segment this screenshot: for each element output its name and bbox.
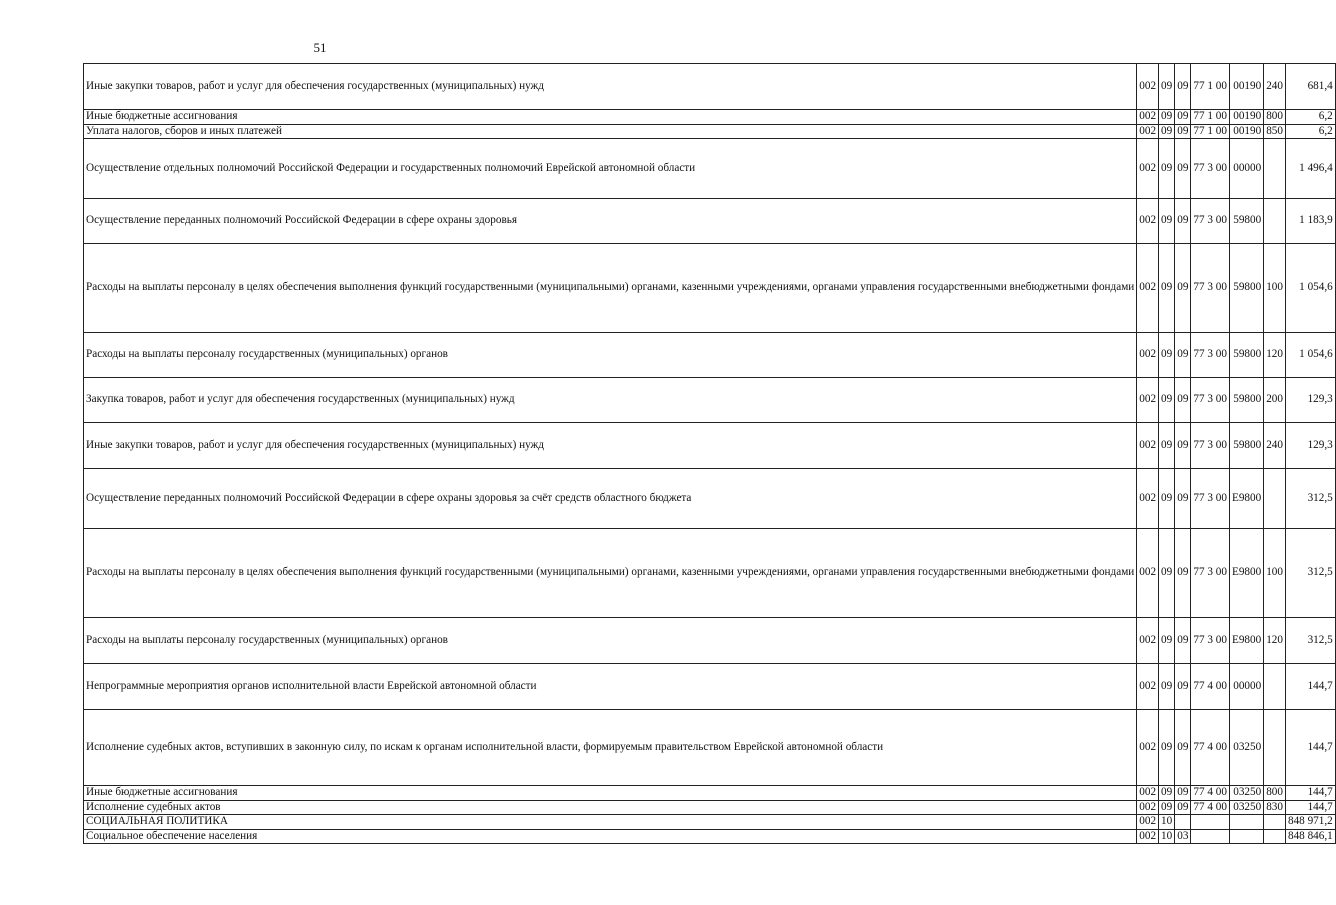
amount-cell: 1 183,9 xyxy=(1285,199,1335,244)
subsection-code-cell: 09 xyxy=(1175,618,1191,664)
program-code-cell: 77 4 00 xyxy=(1191,786,1230,801)
amount-cell: 6,2 xyxy=(1285,110,1335,125)
row-name-cell: СОЦИАЛЬНАЯ ПОЛИТИКА xyxy=(84,815,1137,830)
program-code-cell: 77 3 00 xyxy=(1191,378,1230,423)
direction-code-cell: 59800 xyxy=(1229,199,1263,244)
section-code-cell: 09 xyxy=(1159,378,1175,423)
program-code-cell: 77 4 00 xyxy=(1191,710,1230,786)
section-code-cell: 09 xyxy=(1159,786,1175,801)
row-name-cell: Иные бюджетные ассигнования xyxy=(84,110,1137,125)
subsection-code-cell: 09 xyxy=(1175,529,1191,618)
amount-cell: 312,5 xyxy=(1285,469,1335,529)
direction-code-cell: 00190 xyxy=(1229,124,1263,139)
direction-code-cell: 00190 xyxy=(1229,64,1263,110)
direction-code-cell: 59800 xyxy=(1229,378,1263,423)
direction-code-cell: E9800 xyxy=(1229,529,1263,618)
row-name-cell: Исполнение судебных актов, вступивших в законную силу, по искам к органам исполнительной власти, формируемым правительством Еврейской автономной области xyxy=(84,710,1137,786)
ved-code-cell: 002 xyxy=(1137,199,1159,244)
table-row xyxy=(84,199,1336,244)
table-row xyxy=(84,710,1336,786)
subsection-code-cell xyxy=(1175,815,1191,830)
ved-code-cell: 002 xyxy=(1137,815,1159,830)
direction-code-cell: 59800 xyxy=(1229,423,1263,469)
direction-code-cell: 00190 xyxy=(1229,110,1263,125)
program-code-cell xyxy=(1191,815,1230,830)
row-name-cell: Исполнение судебных актов xyxy=(84,800,1137,815)
section-code-cell: 09 xyxy=(1159,139,1175,199)
row-name-cell: Расходы на выплаты персоналу в целях обеспечения выполнения функций государственными (муниципальными) органами, казенными учреждениями, органами управления государственными внебюджетными фондами xyxy=(84,244,1137,333)
ved-code-cell: 002 xyxy=(1137,618,1159,664)
expense-type-cell xyxy=(1264,469,1286,529)
direction-code-cell: 03250 xyxy=(1229,800,1263,815)
subsection-code-cell: 09 xyxy=(1175,124,1191,139)
program-code-cell: 77 4 00 xyxy=(1191,800,1230,815)
row-name-cell: Иные закупки товаров, работ и услуг для обеспечения государственных (муниципальных) нужд xyxy=(84,64,1137,110)
table-row xyxy=(84,333,1336,378)
row-name-cell: Непрограммные мероприятия органов исполнительной власти Еврейской автономной области xyxy=(84,664,1137,710)
table-row xyxy=(84,124,1336,139)
expense-type-cell: 800 xyxy=(1264,110,1286,125)
budget-table xyxy=(83,63,1336,844)
ved-code-cell: 002 xyxy=(1137,64,1159,110)
section-code-cell: 10 xyxy=(1159,829,1175,844)
table-row xyxy=(84,64,1336,110)
table-row xyxy=(84,786,1336,801)
direction-code-cell: 00000 xyxy=(1229,139,1263,199)
section-code-cell: 09 xyxy=(1159,110,1175,125)
row-name-cell: Осуществление отдельных полномочий Российской Федерации и государственных полномочий Еврейской автономной области xyxy=(84,139,1137,199)
amount-cell: 1 054,6 xyxy=(1285,333,1335,378)
ved-code-cell: 002 xyxy=(1137,786,1159,801)
amount-cell: 129,3 xyxy=(1285,378,1335,423)
expense-type-cell: 100 xyxy=(1264,244,1286,333)
ved-code-cell: 002 xyxy=(1137,244,1159,333)
ved-code-cell: 002 xyxy=(1137,124,1159,139)
program-code-cell: 77 3 00 xyxy=(1191,618,1230,664)
expense-type-cell xyxy=(1264,664,1286,710)
direction-code-cell: 59800 xyxy=(1229,244,1263,333)
amount-cell: 848 846,1 xyxy=(1285,829,1335,844)
amount-cell: 144,7 xyxy=(1285,800,1335,815)
expense-type-cell xyxy=(1264,139,1286,199)
ved-code-cell: 002 xyxy=(1137,423,1159,469)
amount-cell: 681,4 xyxy=(1285,64,1335,110)
amount-cell: 144,7 xyxy=(1285,710,1335,786)
expense-type-cell: 200 xyxy=(1264,378,1286,423)
expense-type-cell: 240 xyxy=(1264,423,1286,469)
direction-code-cell: E9800 xyxy=(1229,469,1263,529)
expense-type-cell: 120 xyxy=(1264,618,1286,664)
section-code-cell: 09 xyxy=(1159,423,1175,469)
table-row xyxy=(84,110,1336,125)
section-code-cell: 09 xyxy=(1159,710,1175,786)
section-code-cell: 09 xyxy=(1159,199,1175,244)
subsection-code-cell: 09 xyxy=(1175,110,1191,125)
amount-cell: 144,7 xyxy=(1285,786,1335,801)
program-code-cell: 77 3 00 xyxy=(1191,423,1230,469)
row-name-cell: Уплата налогов, сборов и иных платежей xyxy=(84,124,1137,139)
subsection-code-cell: 09 xyxy=(1175,244,1191,333)
section-code-cell: 09 xyxy=(1159,333,1175,378)
amount-cell: 144,7 xyxy=(1285,664,1335,710)
program-code-cell: 77 3 00 xyxy=(1191,244,1230,333)
program-code-cell: 77 1 00 xyxy=(1191,110,1230,125)
table-row xyxy=(84,529,1336,618)
ved-code-cell: 002 xyxy=(1137,529,1159,618)
page-number: 51 xyxy=(313,40,327,55)
amount-cell: 1 054,6 xyxy=(1285,244,1335,333)
section-code-cell: 10 xyxy=(1159,815,1175,830)
ved-code-cell: 002 xyxy=(1137,800,1159,815)
expense-type-cell: 850 xyxy=(1264,124,1286,139)
table-row xyxy=(84,423,1336,469)
row-name-cell: Иные бюджетные ассигнования xyxy=(84,786,1137,801)
row-name-cell: Расходы на выплаты персоналу государственных (муниципальных) органов xyxy=(84,618,1137,664)
row-name-cell: Осуществление переданных полномочий Российской Федерации в сфере охраны здоровья xyxy=(84,199,1137,244)
direction-code-cell: 59800 xyxy=(1229,333,1263,378)
ved-code-cell: 002 xyxy=(1137,664,1159,710)
direction-code-cell: E9800 xyxy=(1229,618,1263,664)
program-code-cell: 77 1 00 xyxy=(1191,64,1230,110)
amount-cell: 312,5 xyxy=(1285,618,1335,664)
subsection-code-cell: 09 xyxy=(1175,378,1191,423)
table-row xyxy=(84,244,1336,333)
ved-code-cell: 002 xyxy=(1137,829,1159,844)
amount-cell: 1 496,4 xyxy=(1285,139,1335,199)
expense-type-cell: 800 xyxy=(1264,786,1286,801)
table-row xyxy=(84,829,1336,844)
row-name-cell: Иные закупки товаров, работ и услуг для обеспечения государственных (муниципальных) нужд xyxy=(84,423,1137,469)
ved-code-cell: 002 xyxy=(1137,710,1159,786)
program-code-cell: 77 1 00 xyxy=(1191,124,1230,139)
table-row xyxy=(84,469,1336,529)
section-code-cell: 09 xyxy=(1159,664,1175,710)
section-code-cell: 09 xyxy=(1159,124,1175,139)
program-code-cell: 77 3 00 xyxy=(1191,333,1230,378)
amount-cell: 129,3 xyxy=(1285,423,1335,469)
section-code-cell: 09 xyxy=(1159,64,1175,110)
row-name-cell: Расходы на выплаты персоналу государственных (муниципальных) органов xyxy=(84,333,1137,378)
budget-table-body xyxy=(84,64,1336,844)
expense-type-cell: 120 xyxy=(1264,333,1286,378)
row-name-cell: Социальное обеспечение населения xyxy=(84,829,1137,844)
table-row xyxy=(84,664,1336,710)
section-code-cell: 09 xyxy=(1159,618,1175,664)
expense-type-cell: 830 xyxy=(1264,800,1286,815)
subsection-code-cell: 09 xyxy=(1175,786,1191,801)
section-code-cell: 09 xyxy=(1159,469,1175,529)
program-code-cell: 77 3 00 xyxy=(1191,199,1230,244)
direction-code-cell xyxy=(1229,829,1263,844)
section-code-cell: 09 xyxy=(1159,800,1175,815)
subsection-code-cell: 09 xyxy=(1175,469,1191,529)
direction-code-cell: 03250 xyxy=(1229,710,1263,786)
subsection-code-cell: 09 xyxy=(1175,664,1191,710)
program-code-cell: 77 3 00 xyxy=(1191,529,1230,618)
program-code-cell: 77 4 00 xyxy=(1191,664,1230,710)
expense-type-cell xyxy=(1264,815,1286,830)
program-code-cell xyxy=(1191,829,1230,844)
table-row xyxy=(84,800,1336,815)
row-name-cell: Расходы на выплаты персоналу в целях обеспечения выполнения функций государственными (муниципальными) органами, казенными учреждениями, органами управления государственными внебюджетными фондами xyxy=(84,529,1137,618)
subsection-code-cell: 03 xyxy=(1175,829,1191,844)
ved-code-cell: 002 xyxy=(1137,110,1159,125)
row-name-cell: Осуществление переданных полномочий Российской Федерации в сфере охраны здоровья за счёт средств областного бюджета xyxy=(84,469,1137,529)
table-row xyxy=(84,378,1336,423)
subsection-code-cell: 09 xyxy=(1175,800,1191,815)
expense-type-cell xyxy=(1264,710,1286,786)
expense-type-cell xyxy=(1264,829,1286,844)
subsection-code-cell: 09 xyxy=(1175,199,1191,244)
subsection-code-cell: 09 xyxy=(1175,710,1191,786)
section-code-cell: 09 xyxy=(1159,529,1175,618)
direction-code-cell xyxy=(1229,815,1263,830)
subsection-code-cell: 09 xyxy=(1175,64,1191,110)
ved-code-cell: 002 xyxy=(1137,378,1159,423)
row-name-cell: Закупка товаров, работ и услуг для обеспечения государственных (муниципальных) нужд xyxy=(84,378,1137,423)
program-code-cell: 77 3 00 xyxy=(1191,139,1230,199)
ved-code-cell: 002 xyxy=(1137,139,1159,199)
subsection-code-cell: 09 xyxy=(1175,139,1191,199)
program-code-cell: 77 3 00 xyxy=(1191,469,1230,529)
amount-cell: 6,2 xyxy=(1285,124,1335,139)
direction-code-cell: 00000 xyxy=(1229,664,1263,710)
expense-type-cell: 240 xyxy=(1264,64,1286,110)
subsection-code-cell: 09 xyxy=(1175,423,1191,469)
section-code-cell: 09 xyxy=(1159,244,1175,333)
table-row xyxy=(84,139,1336,199)
subsection-code-cell: 09 xyxy=(1175,333,1191,378)
amount-cell: 848 971,2 xyxy=(1285,815,1335,830)
table-row xyxy=(84,618,1336,664)
ved-code-cell: 002 xyxy=(1137,469,1159,529)
expense-type-cell: 100 xyxy=(1264,529,1286,618)
expense-type-cell xyxy=(1264,199,1286,244)
ved-code-cell: 002 xyxy=(1137,333,1159,378)
amount-cell: 312,5 xyxy=(1285,529,1335,618)
direction-code-cell: 03250 xyxy=(1229,786,1263,801)
table-row xyxy=(84,815,1336,830)
